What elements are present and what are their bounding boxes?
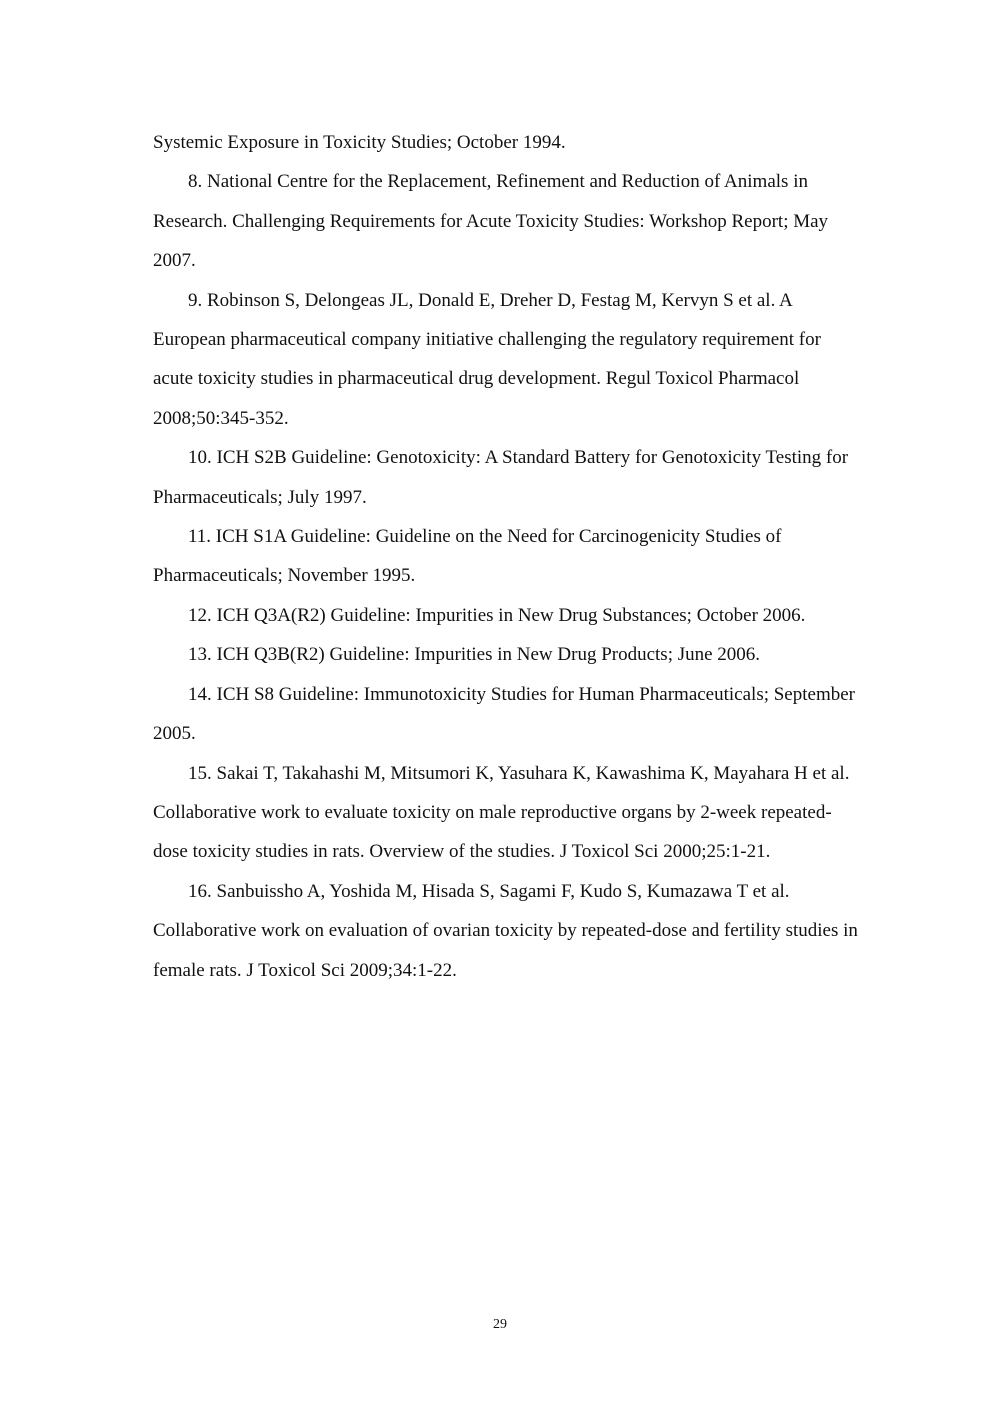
reference-7-continuation: Systemic Exposure in Toxicity Studies; October 1994.: [153, 132, 566, 153]
page-number: 29: [493, 1317, 507, 1332]
reference-13: 13. ICH Q3B(R2) Guideline: Impurities in New Drug Products; June 2006.: [188, 644, 761, 666]
reference-10: 10. ICH S2B Guideline: Genotoxicity: A Standard Battery for Genotoxicity Testing for Pharmaceuticals; July 1997.: [153, 447, 849, 508]
reference-9: 9. Robinson S, Delongeas JL, Donald E, Dreher D, Festag M, Kervyn S et al. A European pharmaceutical company initiative challenging the regulatory requirement for acute toxicity studies in pharmaceutical drug development. Regul Toxicol Pharmacol 2008;50:345-352.: [153, 289, 821, 429]
reference-list: [153, 123, 858, 990]
reference-8: 8. National Centre for the Replacement, Refinement and Reduction of Animals in Research. Challenging Requirements for Acute Toxicity Studies: Workshop Report; May 2007.: [153, 171, 829, 272]
reference-15: 15. Sakai T, Takahashi M, Mitsumori K, Yasuhara K, Kawashima K, Mayahara H et al. Collaborative work to evaluate toxicity on male reproductive organs by 2-week repeated-dose toxicity studies in rats. Overview of the studies. J Toxicol Sci 2000;25:1-21.: [153, 762, 850, 863]
reference-12: 12. ICH Q3A(R2) Guideline: Impurities in New Drug Substances; October 2006.: [188, 604, 806, 626]
reference-16: 16. Sanbuissho A, Yoshida M, Hisada S, Sagami F, Kudo S, Kumazawa T et al. Collaborative work on evaluation of ovarian toxicity by repeated-dose and fertility studies in female rats. J Toxicol Sci 2009;34:1-22.: [153, 880, 858, 981]
reference-11: 11. ICH S1A Guideline: Guideline on the Need for Carcinogenicity Studies of Pharmaceuticals; November 1995.: [153, 526, 782, 587]
reference-14: 14. ICH S8 Guideline: Immunotoxicity Studies for Human Pharmaceuticals; September 2005.: [153, 683, 855, 745]
